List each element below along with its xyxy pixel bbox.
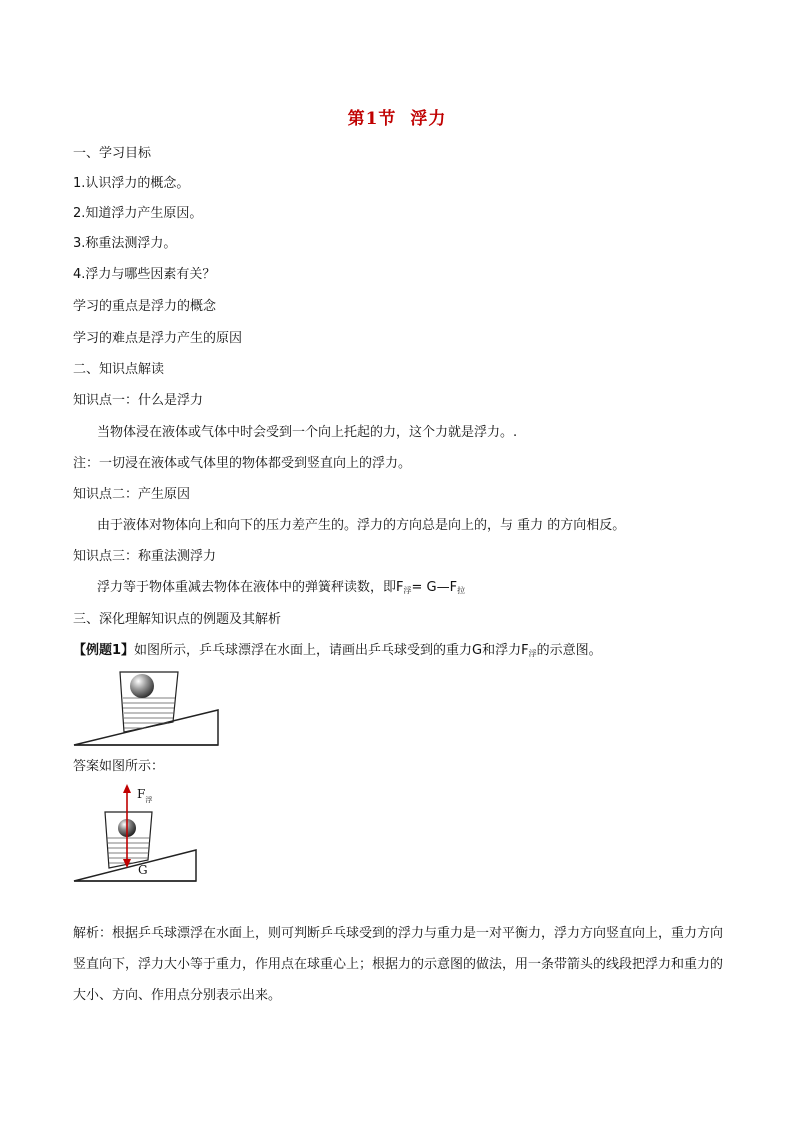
knowledge-point-2-title: 知识点二：产生原因: [73, 487, 191, 502]
goal-item: 3.称重法测浮力。: [73, 236, 177, 251]
page-title: 第1节 浮力: [347, 109, 447, 129]
answer-label: 答案如图所示：: [73, 759, 165, 774]
analysis-text: 解析：根据乒乓球漂浮在水面上，则可判断乒乓球受到的浮力与重力是一对平衡力，浮力方向竖直向上，重力方向竖直向下，浮力大小等于重力，作用点在球重心上；根据力的示意图的做法，用一条带箭头的线段把浮力和重力的大小、方向、作用点分别表示出来。: [73, 926, 724, 1003]
note: 注：一切浸在液体或气体里的物体都受到竖直向上的浮力。: [73, 456, 412, 471]
goal-item: 2.知道浮力产生原因。: [73, 206, 203, 221]
knowledge-point-1-title: 知识点一：什么是浮力: [73, 393, 204, 408]
buoyancy-label: $F_浮$: [137, 787, 153, 804]
section-heading-examples: 三、深化理解知识点的例题及其解析: [73, 612, 282, 627]
section-heading-goals: 一、学习目标: [73, 146, 152, 161]
key-point: 学习的重点是浮力的概念: [73, 299, 217, 314]
difficult-point: 学习的难点是浮力产生的原因: [73, 331, 243, 346]
buoyancy-arrowhead: [123, 784, 131, 793]
ping-pong-ball: [130, 674, 154, 698]
knowledge-point-3-text: 浮力等于物体重减去物体在液体中的弹簧秤读数，即$F_浮=$ $G—F_拉$: [97, 580, 466, 595]
goal-item: 1.认识浮力的概念。: [73, 176, 190, 191]
incline: [74, 850, 196, 881]
knowledge-point-2-text: 由于液体对物体向上和向下的压力差产生的。浮力的方向总是向上的，与 重力 的方向相反。: [97, 518, 626, 533]
section-heading-knowledge: 二、知识点解读: [73, 362, 165, 377]
gravity-label: G: [138, 863, 148, 877]
goal-item: 4.浮力与哪些因素有关？: [73, 267, 216, 282]
knowledge-point-3-title: 知识点三：称重法测浮力: [73, 549, 217, 564]
example-question: 【例题1】如图所示，乒乓球漂浮在水面上，请画出乒乓球受到的重力G和浮力$F_浮$的示意图。: [73, 643, 602, 658]
example-figure-answer: [72, 782, 202, 884]
example-figure-question: [72, 668, 220, 748]
knowledge-point-1-text: 当物体浸在液体或气体中时会受到一个向上托起的力，这个力就是浮力。.: [97, 425, 518, 440]
